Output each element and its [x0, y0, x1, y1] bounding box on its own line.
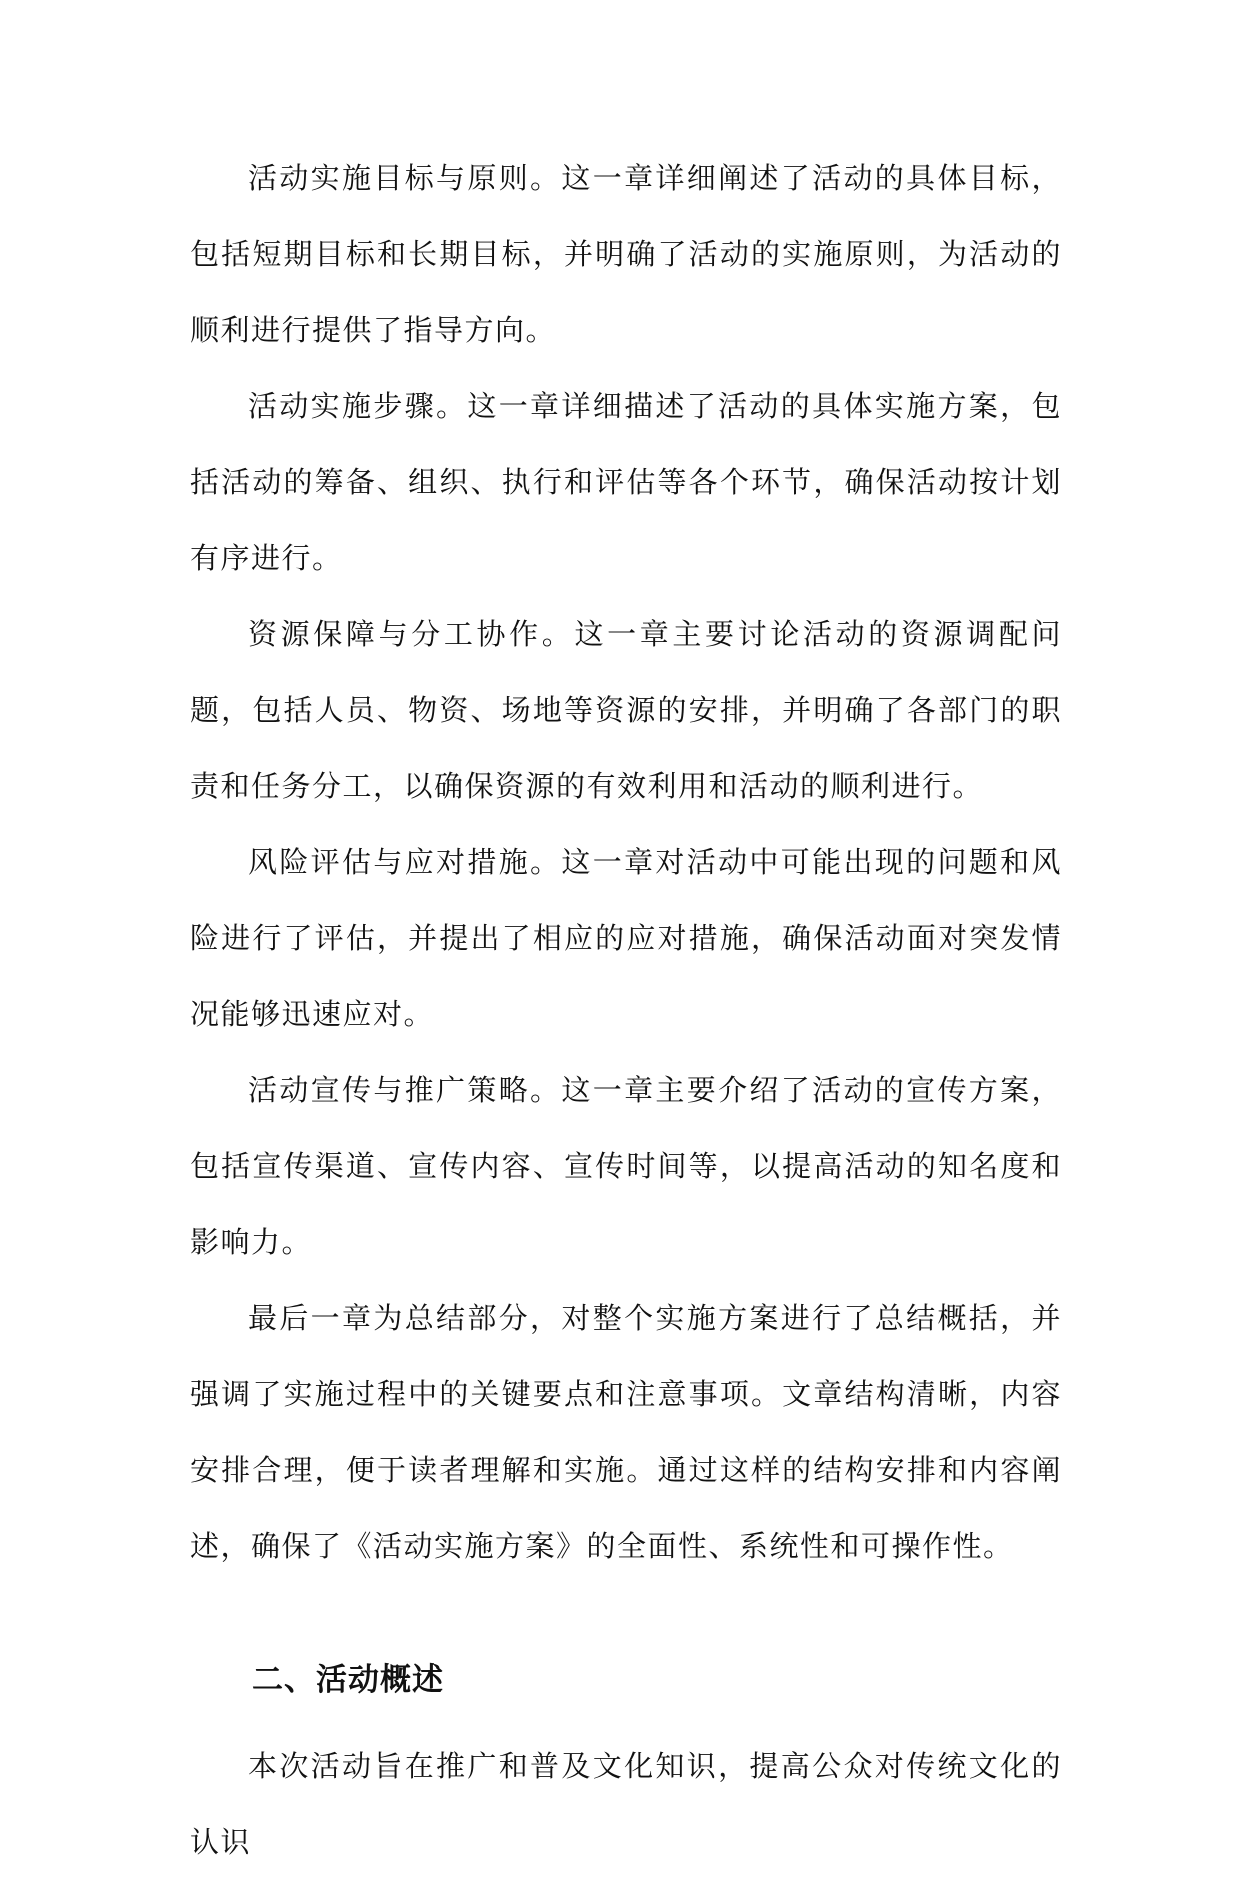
- document-body: [190, 140, 1062, 1880]
- section-heading-activity-overview: 二、活动概述: [252, 1662, 444, 1698]
- paragraph-promotion-strategy: 活动宣传与推广策略。这一章主要介绍了活动的宣传方案，包括宣传渠道、宣传内容、宣传时间等，以提高活动的知名度和影响力。: [190, 1073, 1062, 1259]
- paragraph-activity-overview: 本次活动旨在推广和普及文化知识，提高公众对传统文化的认识: [190, 1749, 1062, 1859]
- paragraph-resources-division: 资源保障与分工协作。这一章主要讨论活动的资源调配问题，包括人员、物资、场地等资源的安排，并明确了各部门的职责和任务分工，以确保资源的有效利用和活动的顺利进行。: [190, 617, 1062, 803]
- paragraph-summary: 最后一章为总结部分，对整个实施方案进行了总结概括，并强调了实施过程中的关键要点和注意事项。文章结构清晰，内容安排合理，便于读者理解和实施。通过这样的结构安排和内容阐述，确保了《活动实施方案》的全面性、系统性和可操作性。: [190, 1301, 1062, 1563]
- paragraph-implementation-steps: 活动实施步骤。这一章详细描述了活动的具体实施方案，包括活动的筹备、组织、执行和评估等各个环节，确保活动按计划有序进行。: [190, 389, 1062, 575]
- paragraph-goals-principles: 活动实施目标与原则。这一章详细阐述了活动的具体目标，包括短期目标和长期目标，并明确了活动的实施原则，为活动的顺利进行提供了指导方向。: [190, 161, 1062, 347]
- paragraph-risk-assessment: 风险评估与应对措施。这一章对活动中可能出现的问题和风险进行了评估，并提出了相应的应对措施，确保活动面对突发情况能够迅速应对。: [190, 845, 1062, 1031]
